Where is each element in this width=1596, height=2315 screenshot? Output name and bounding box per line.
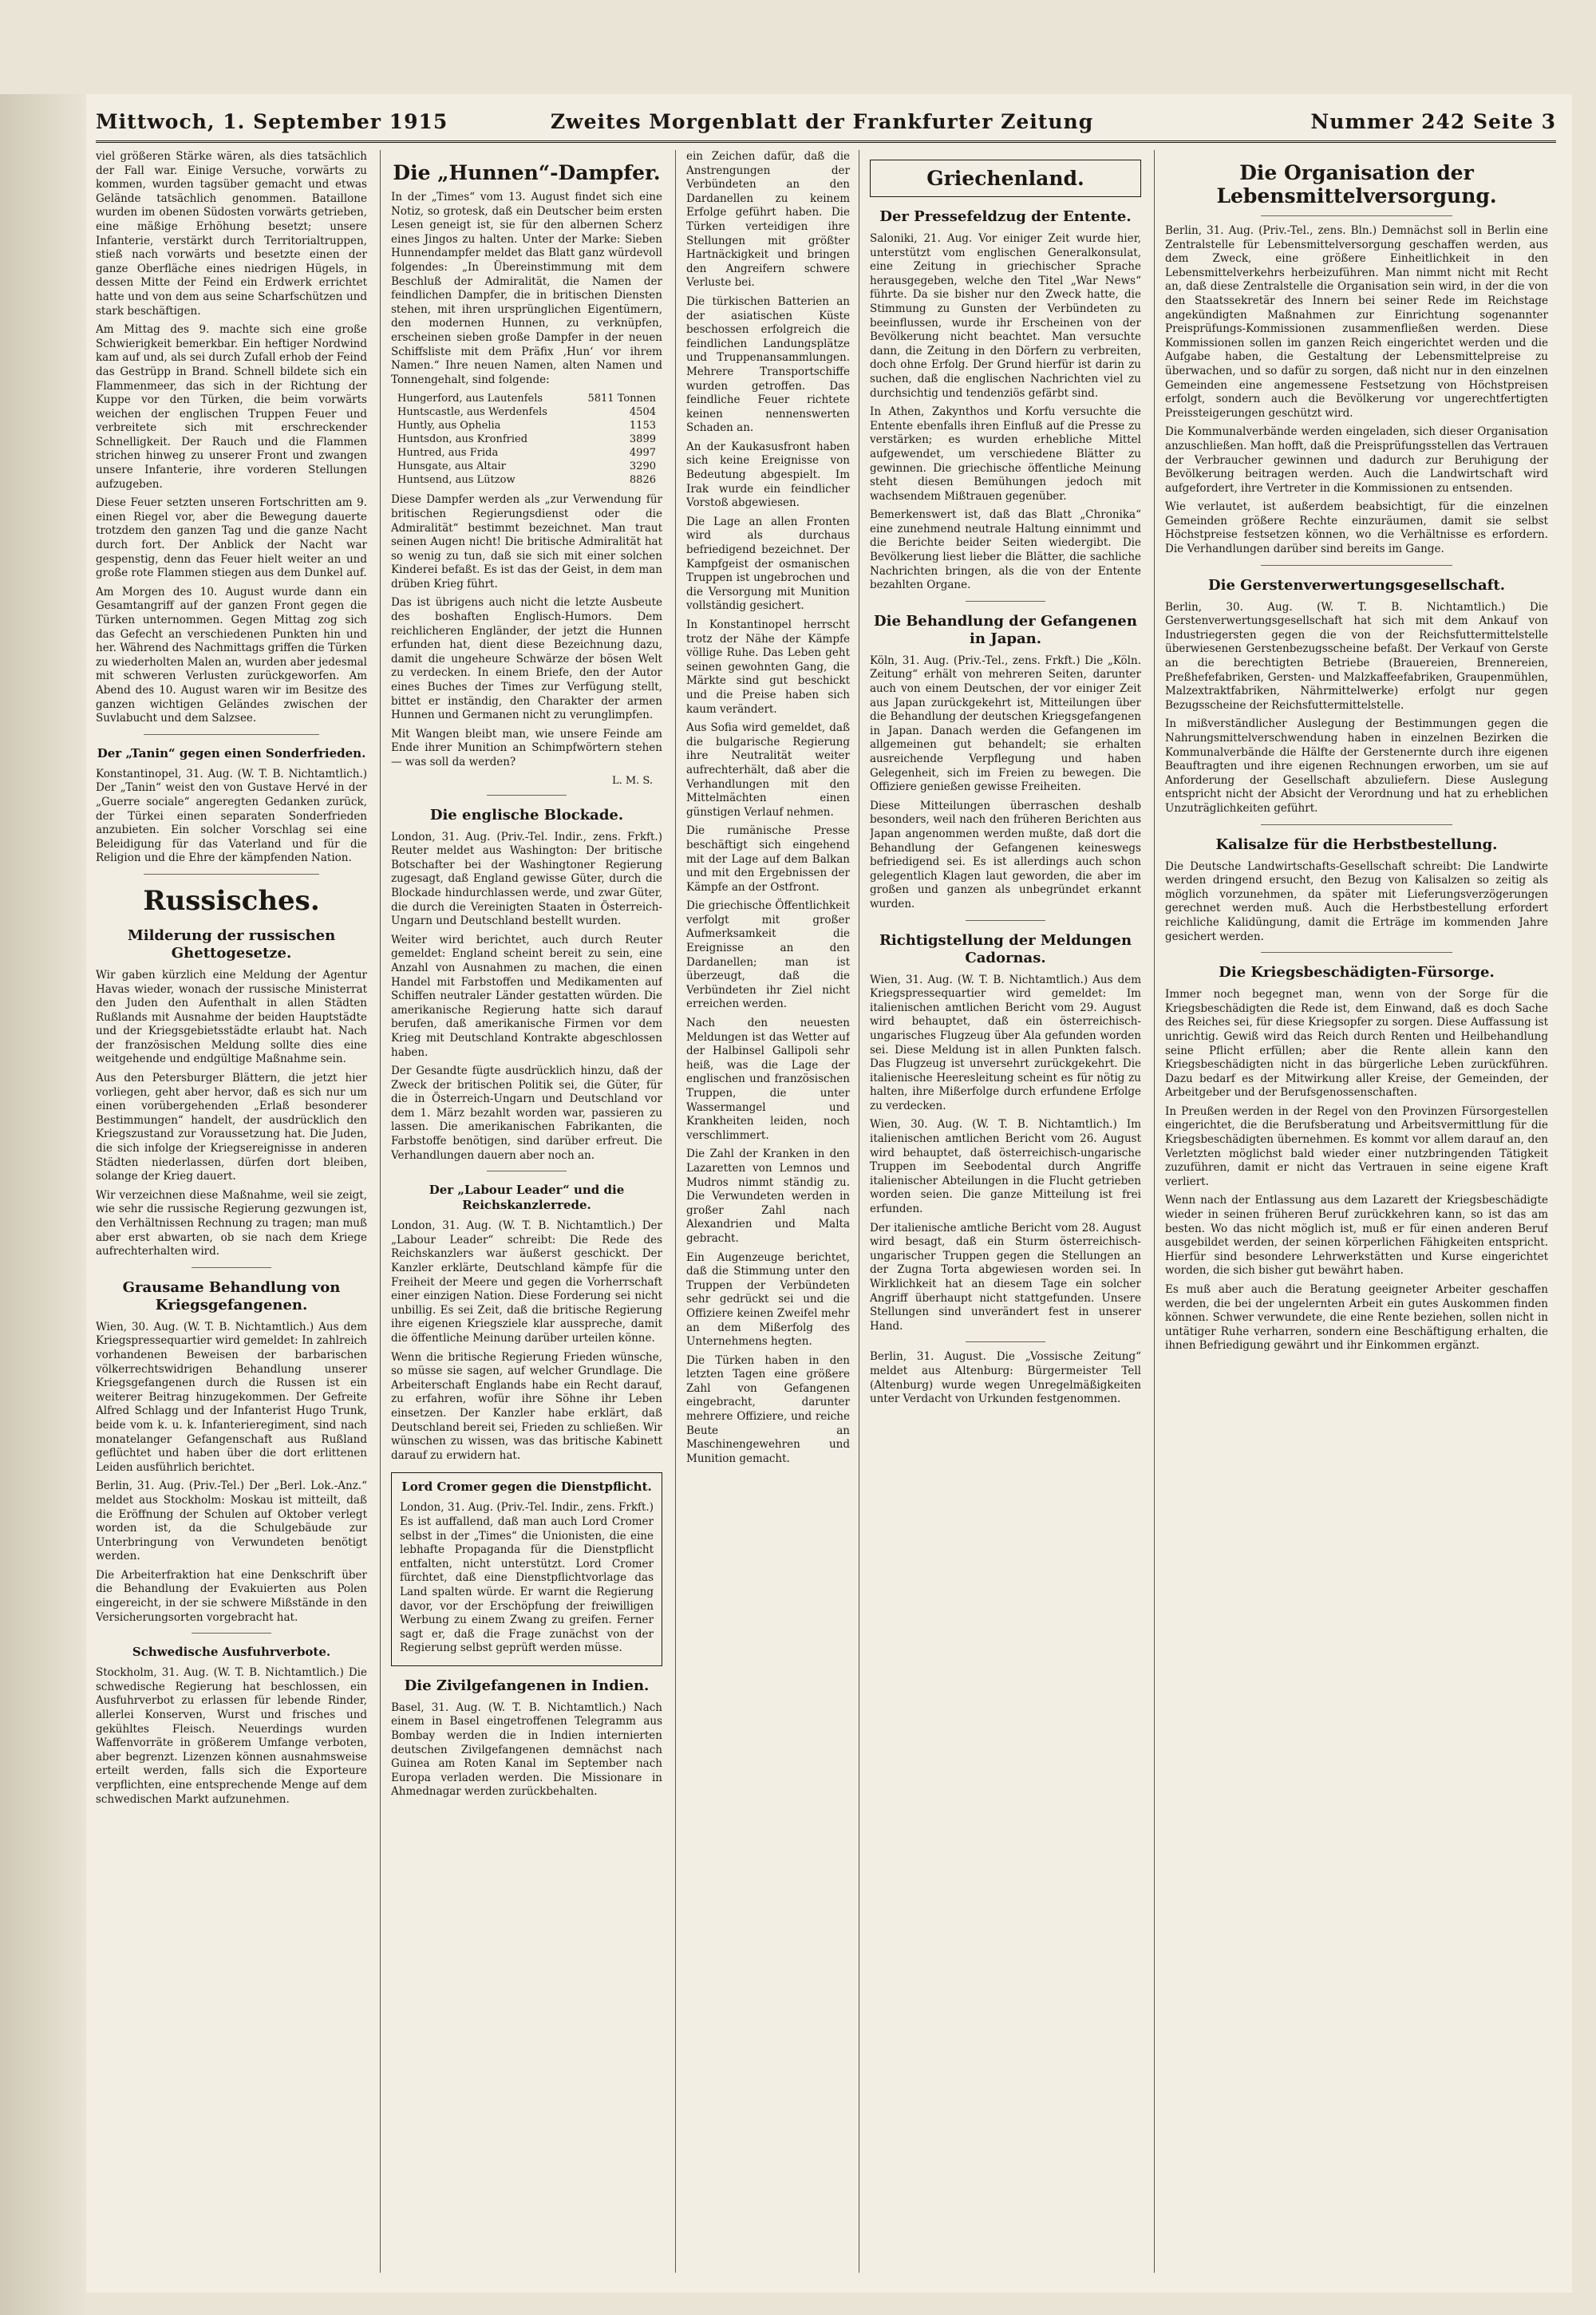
headline-organisation: Die Organisation der Lebensmittelversorgung.	[1216, 161, 1497, 207]
boxed-article-cromer	[391, 1472, 662, 1666]
headline-zivilgefangene: Die Zivilgefangenen in Indien.	[404, 1677, 650, 1694]
headline-schwedisch: Schwedische Ausfuhrverbote.	[132, 1645, 331, 1660]
article-paragraph: Der italienische amtliche Bericht vom 28. August wird besagt, daß ein Sturm österreichisch-ungarischer Truppen gegen die Stellungen an der Zugna Torta abgewiesen worden sei. In Wirklichkeit hat an diesem Tage ein solcher Angriff überhaupt nicht stattgefunden. Unsere Stellungen sind unverändert fest in unserer Hand.	[870, 1221, 1141, 1333]
article-paragraph: Die Türken haben in den letzten Tagen eine größere Zahl von Gefangenen eingebracht, darunter mehrere Offiziere, und reiche Beute an Maschinengewehren und Munition gemacht.	[686, 1353, 850, 1465]
divider	[966, 920, 1045, 921]
divider	[966, 601, 1045, 602]
article-paragraph: viel größeren Stärke wären, als dies tatsächlich der Fall war. Einige Versuche, vorwärts zu kommen, wurden tagsüber gemacht und etwas Gelände tatsächlich genommen. Bataillone wurden im obenen Südosten vorwärts getrieben, eine mäßige Erhöhung besetzt; unsere Infanterie, verstärkt durch Territorialtruppen, stieß nach vorwärts und besetzte einen der ganze Oberfläche eines niedrigen Hügels, in dessen Mitte der Feind ein Erdwerk errichtet hatte und von dem aus seine Scharfschützen und stark beschäftigen.	[96, 150, 367, 318]
article-paragraph: Ein Augenzeuge berichtet, daß die Stimmung unter den Truppen der Verbündeten sehr gedrückt sei und die Offiziere keinen Zweifel mehr an dem Mißerfolg des Unternehmens hegten.	[686, 1250, 850, 1349]
article-paragraph: Am Mittag des 9. machte sich eine große Schwierigkeit bemerkbar. Ein heftiger Nordwind kam auf und, als sei durch Zufall erhob der Feind das Gestrüpp in Brand. Schnell bildete sich ein Flammenmeer, das sich in der Richtung der Kuppe vor den Türken, die beim vorwärts weichen der englischen Truppen Feuer und verbreitete sich mit erschreckender Schnelligkeit. Der Rauch und die Flammen strichen hinweg zu unserer Front und zwangen unsere Infanterie, ihre vorderen Stellungen aufzugeben.	[96, 323, 367, 491]
headline-blockade: Die englische Blockade.	[429, 806, 624, 824]
ship-tonnage: 5811 Tonnen	[587, 393, 656, 405]
article-paragraph: In mißverständlicher Auslegung der Bestimmungen gegen die Nahrungsmittelverschwendung haben in einzelnen Bezirken die Kommunalverbände die Hälfte der Gerstenernte durch ihre eigenen Beauftragten und ihre eigenen Rechnungen erworben, um sie auf Anforderung der Gesellschaft abzuliefern. Diese Auslegung entspricht nicht der Absicht der Verordnung und hat zu erheblichen Unzuträglichkeiten geführt.	[1165, 717, 1548, 815]
article-paragraph: ein Zeichen dafür, daß die Anstrengungen der Verbündeten an den Dardanellen zu keinem Erfolge geführt haben. Die Türken verteidigen ihre Stellungen mit größter Hartnäckigkeit und bringen den Angreifern schwere Verluste bei.	[686, 150, 850, 290]
headline-cadorna: Richtigstellung der Meldungen Cadornas.	[879, 931, 1132, 966]
article-paragraph: Basel, 31. Aug. (W. T. B. Nichtamtlich.) Nach einem in Basel eingetroffenen Telegramm aus Bombay werden die in Indien internierten deutschen Zivilgefangenen demnächst nach Guinea am Roten Kanal im September nach Europa verladen werden. Die Missionare in Ahmednagar werden zurückbehalten.	[391, 1701, 662, 1799]
headline-tanin: Der „Tanin“ gegen einen Sonderfrieden.	[97, 745, 366, 760]
headline-grausam: Grausame Behandlung von Kriegsgefangenen.	[122, 1278, 341, 1314]
article-paragraph: Köln, 31. Aug. (Priv.-Tel., zens. Frkft.) Die „Köln. Zeitung“ erhält von mehreren Seiten, darunter auch von einem Deutschen, der vor einiger Zeit aus Japan zurückgekehrt ist, Mitteilungen über die Behandlung der deutschen Kriegsgefangenen in Japan. Danach werden die Gefangenen im allgemeinen gut behandelt; sie erhalten ausreichende Verpflegung und haben Gelegenheit, sich im Freien zu bewegen. Die Offiziere genießen gewisse Freiheiten.	[870, 654, 1141, 794]
ship-name: Huntred, aus Frida	[397, 447, 499, 460]
ship-tonnage: 4504	[629, 406, 656, 419]
article-paragraph: Die Zahl der Kranken in den Lazaretten von Lemnos und Mudros nimmt ständig zu. Die Verwundeten werden in großer Zahl nach Alexandrien und Malta gebracht.	[686, 1148, 850, 1245]
newspaper-name: Zweites Morgenblatt der Frankfurter Zeitung	[550, 110, 1094, 133]
article-paragraph: Der Gesandte fügte ausdrücklich hinzu, daß der Zweck der britischen Politik sei, die Güter, für die in Österreich-Ungarn und Deutschland vor dem 1. März bezahlt worden war, passieren zu lassen. Die amerikanischen Fabrikanten, die Farbstoffe benötigen, sind darüber erfreut. Die Verhandlungen dauern aber noch an.	[391, 1065, 662, 1162]
section-heading-russisches: Russisches.	[143, 884, 320, 917]
article-paragraph: In Athen, Zakynthos und Korfu versuchte die Entente ebenfalls ihren Einfluß auf die Presse zu verstärken; es wurden erhebliche Mittel aufgewendet, um verschiedene Blätter zu gewinnen. Die griechische öffentliche Meinung steht diesen Bemühungen jedoch mit wachsendem Mißtrauen gegenüber.	[870, 405, 1141, 503]
article-paragraph: Saloniki, 21. Aug. Vor einiger Zeit wurde hier, unterstützt vom englischen Generalkonsulat, eine Zeitung in griechischer Sprache herausgegeben, welche den Titel „War News“ führte. Da sie bisher nur den Zweck hatte, die Stimmung zu Gunsten der Verbündeten zu beeinflussen, wurde ihr Erscheinen von der Bevölkerung nicht beachtet. Man versuchte dann, die Zeitung in den Dörfern zu verbreiten, doch ohne Erfolg. Der Grund hierfür ist darin zu suchen, daß die englischen Nachrichten viel zu durchsichtig und tendenziös gefärbt sind.	[870, 232, 1141, 400]
article-paragraph: Berlin, 31. Aug. (Priv.-Tel.) Der „Berl. Lok.-Anz.“ meldet aus Stockholm: Moskau ist mitteilt, daß die Eröffnung der Schulen auf Oktober verlegt worden ist, da die Schulgebäude zur Unterbringung von Verwundeten benötigt werden.	[96, 1479, 367, 1563]
article-paragraph: Die rumänische Presse beschäftigt sich eingehend mit der Lage auf dem Balkan und mit den Ergebnissen der Kämpfe an der Ostfront.	[686, 824, 850, 894]
article-paragraph: Berlin, 31. Aug. (Priv.-Tel., zens. Bln.) Demnächst soll in Berlin eine Zentralstelle für Lebensmittelversorgung geschaffen werden, aus dem Zweck, eine größere Einheitlichkeit in den Lebensmittelverkehrs herbeizuführen. Man nimmt nicht mit Recht an, daß diese Zentralstelle die Organisation sein wird, in der die von den Staatssekretär des Innern bei seiner Rede im Reichstage angekündigten Maßnahmen zur Einrichtung sogenannter Preisprüfungs-Kommissionen zusammenfließen werden. Diese Kommissionen sollen im ganzen Reich eingerichtet werden und die Aufgabe haben, die Gestaltung der Lebensmittelpreise zu überwachen, und so dafür zu sorgen, daß nicht nur in den einzelnen Gemeinden eine angemessene Festsetzung von Höchstpreisen erfolgt, sondern auch die Bevölkerung vor ungerechtfertigten Preissteigerungen geschützt wird.	[1165, 224, 1548, 420]
article-paragraph: Die türkischen Batterien an der asiatischen Küste beschossen erfolgreich die feindlichen Landungsplätze und Truppenansammlungen. Mehrere Transportschiffe wurden getroffen. Das feindliche Feuer richtete keinen nennenswerten Schaden an.	[686, 294, 850, 435]
headline-japan: Die Behandlung der Gefangenen in Japan.	[874, 612, 1137, 647]
article-paragraph: In Preußen werden in der Regel von den Provinzen Fürsorgestellen eingerichtet, die die Berufsberatung und Arbeitsvermittlung für die Kriegsbeschädigten übernehmen. Es kommt vor allem darauf an, den Verletzten möglichst bald wieder einer nutzbringenden Tätigkeit zuzuführen, damit er nicht das Vertrauen in seine eigene Kraft verliert.	[1165, 1104, 1548, 1188]
article-paragraph: Es muß aber auch die Beratung geeigneter Arbeiter geschaffen werden, die bei der ungelernten Arbeit ein gutes Auskommen finden können. Schwer verwundete, die eine Rente beziehen, sollen nicht in untätiger Ruhe verharren, sondern eine Beschäftigung erhalten, die ihnen Befriedigung gewährt und ihr Einkommen ergänzt.	[1165, 1283, 1548, 1353]
headline-cromer: Lord Cromer gegen die Dienstpflicht.	[401, 1479, 652, 1495]
divider	[1261, 565, 1452, 566]
article-paragraph: In der „Times“ vom 13. August findet sich eine Notiz, so grotesk, daß ein Deutscher beim ersten Lesen geneigt ist, sie für den albernen Scherz eines Jingos zu halten. Unter der Marke: Sieben Hunnendampfer meldet das Blatt ganz würdevoll folgendes: „In Übereinstimmung mit dem Beschluß der Admiralität, die Namen der feindlichen Dampfer, die in britischen Diensten stehen, mit ihren ursprünglichen Eigentümern, den modernen Hunnen, zu verknüpfen, erscheinen sieben große Dampfer in der neuen Schiffsliste mit dem Präfix ‚Hun‘ vor ihrem Namen.“ Ihre neuen Namen, alten Namen und Tonnengehalt, sind folgende:	[391, 191, 662, 386]
article-paragraph: Wenn die britische Regierung Frieden wünsche, so müsse sie sagen, auf welcher Grundlage. Die Arbeiterschaft Englands habe ein Recht darauf, zu erfahren, wofür ihre Söhne ihr Leben einsetzen. Der Kanzler habe erklärt, daß Deutschland bereit sei, Frieden zu schließen. Wir wünschen zu wissen, was das britische Kabinett darauf zu erwidern hat.	[391, 1350, 662, 1462]
ship-tonnage: 8826	[629, 474, 656, 487]
article-paragraph: Berlin, 31. August. Die „Vossische Zeitung“ meldet aus Altenburg: Bürgermeister Tell (Altenburg) wurde wegen Unregelmäßigkeiten unter Verdacht von Urkunden festgenommen.	[870, 1350, 1141, 1406]
article-paragraph: Wenn nach der Entlassung aus dem Lazarett der Kriegsbeschädigte wieder in seinen früheren Beruf zurückkehren kann, so ist das am besten. Wo das nicht möglich ist, muß er für einen anderen Beruf ausgebildet werden, der seinen körperlichen Fähigkeiten entspricht. Hierfür sind besondere Lehrwerkstätten und Kurse eingerichtet worden, die sich bisher gut bewährt haben.	[1165, 1194, 1548, 1278]
table-row	[391, 446, 662, 460]
column-2	[391, 150, 662, 2273]
column-rule	[1154, 150, 1155, 2273]
section-heading-griechenland: Griechenland.	[926, 167, 1084, 190]
column-4	[870, 150, 1141, 2273]
table-row	[391, 460, 662, 473]
article-paragraph: Konstantinopel, 31. Aug. (W. T. B. Nichtamtlich.) Der „Tanin“ weist den von Gustave Hervé in der „Guerre sociale“ angeregten Gedanken zurück, der Türkei einen separaten Sonderfrieden anzubieten. Ein solcher Vorschlag sei eine Beleidigung für das Vaterland und für die Religion und die Ehre der kämpfenden Nation.	[96, 767, 367, 865]
divider	[192, 1633, 271, 1634]
headline-pressefeldzug: Der Pressefeldzug der Entente.	[879, 208, 1132, 225]
headline-hunnen: Die „Hunnen“-Dampfer.	[393, 161, 661, 184]
article-paragraph: Am Morgen des 10. August wurde dann ein Gesamtangriff auf der ganzen Front gegen die Türken unternommen. Gegen Mittag zog sich das Gefecht an verschiedenen Punkten hin und her. Während des Nachmittags griffen die Türken zu wiederholten Malen an, wurden aber jedesmal mit schweren Verlusten zurückgeworfen. Am Abend des 10. August waren wir im Besitze des ganzen wichtigen Geländes zwischen der Suvlabucht und dem Salzsee.	[96, 585, 367, 725]
table-row	[391, 419, 662, 433]
divider	[1261, 952, 1452, 953]
article-paragraph: Die Kommunalverbände werden eingeladen, sich dieser Organisation anzuschließen. Man hofft, daß die Preisprüfungsstellen das Vertrauen der Verbraucher gewinnen und dadurch zur Beruhigung der Bevölkerung beitragen werden. Auch die Landwirtschaft wird aufgefordert, ihre Vertreter in die Kommissionen zu entsenden.	[1165, 425, 1548, 495]
page-margin-shadow	[0, 94, 86, 2315]
headline-ghetto: Milderung der russischen Ghettogesetze.	[127, 926, 336, 962]
article-paragraph: Diese Feuer setzten unseren Fortschritten am 9. einen Riegel vor, aber die Bewegung dauerte trotzdem den ganzen Tag und die ganze Nacht durch fort. Der Anblick der Nacht war gespenstig, denn das Feuer hielt weiter an und große rote Flammen stiegen aus dem Dunkel auf.	[96, 496, 367, 580]
article-paragraph: Berlin, 30. Aug. (W. T. B. Nichtamtlich.) Die Gerstenverwertungsgesellschaft hat sich mit dem Ankauf von Industriegersten gegen die von der Reichsfuttermittelstelle überwiesenen Gerstenbezugsscheine befaßt. Der Verkauf von Gerste an die berechtigten Betriebe (Brauereien, Brennereien, Preßhefefabriken, Gersten- und Malzkaffeefabriken, Graupenmühlen, Malzextraktfabriken, Nährmittelwerke) erfolgt nur gegen Bezugsscheine der Reichsfuttermittelstelle.	[1165, 600, 1548, 712]
article-paragraph: Weiter wird berichtet, auch durch Reuter gemeldet: England scheint bereit zu sein, eine Anzahl von Ausnahmen zu machen, die einen Handel mit Farbstoffen und Medikamenten auf Schiffen neutraler Länder gestatten würden. Die amerikanische Regierung hatte sich darauf berufen, daß amerikanische Firmen vor dem Krieg mit Deutschland Kontrakte abgeschlossen haben.	[391, 933, 662, 1059]
column-rule	[675, 150, 676, 2273]
table-row	[391, 473, 662, 487]
article-paragraph: Das ist übrigens auch nicht die letzte Ausbeute des boshaften Englisch-Humors. Dem reichlicheren Engländer, der jetzt die Hunnen erfunden hat, dient diese Bezeichnung dazu, damit die ungeheure Schwärze der bösen Welt zu verdecken. In einem Briefe, den der Autor eines Buches der Times zur Verfügung stellt, bittet er inständig, den Charakter der armen Hunnen und Germanen nicht zu verunglimpfen.	[391, 596, 662, 722]
article-paragraph: Mit Wangen bleibt man, wie unsere Feinde am Ende ihrer Munition an Schimpfwörtern stehen — was soll da werden?	[391, 727, 662, 768]
table-row	[391, 405, 662, 419]
ship-name: Huntsdon, aus Kronfried	[397, 433, 528, 446]
ship-tonnage: 4997	[629, 447, 656, 460]
ship-tonnage: 3290	[629, 460, 656, 473]
ship-name: Hungerford, aus Lautenfels	[397, 393, 543, 405]
divider	[144, 734, 319, 735]
article-paragraph: Wir verzeichnen diese Maßnahme, weil sie zeigt, wie sehr die russische Regierung gezwungen ist, den Verhältnissen Rechnung zu tragen; man muß aber erst abwarten, ob sie nach dem Kriege aufrechterhalten wird.	[96, 1188, 367, 1258]
page-header	[96, 110, 1556, 142]
article-paragraph: London, 31. Aug. (W. T. B. Nichtamtlich.) Der „Labour Leader“ schreibt: Die Rede des Reichskanzlers war äußerst geschickt. Der Kanzler erklärte, Deutschland kämpfe für die Freiheit der Meere und gegen die Vorherrschaft einer einzigen Nation. Diese Forderung sei nicht unbillig. Es sei Zeit, daß die britische Regierung ihre eigenen Kriegsziele klar ausspreche, damit die öffentliche Meinung darüber urteilen könne.	[391, 1219, 662, 1345]
article-paragraph: Wir gaben kürzlich eine Meldung der Agentur Havas wieder, wonach der russische Ministerrat den Juden den Aufenthalt in allen Städten Rußlands mit Ausnahme der beiden Hauptstädte und der Kriegsgebietsstädte erlaubt hat. Nach der französischen Meldung sollte dies eine weitgehende und endgültige Maßnahme sein.	[96, 968, 367, 1066]
divider	[144, 874, 319, 875]
article-paragraph: Aus den Petersburger Blättern, die jetzt hier vorliegen, geht aber hervor, daß es sich nur um einen vorübergehenden „Erlaß besonderer Bestimmungen“ handelt, der ausdrücklich den Kriegszustand zur Voraussetzung hat. Die Juden, die sich infolge der Kriegsereignisse in anderen Städten niederlassen, dürfen dort bleiben, solange der Krieg dauert.	[96, 1072, 367, 1183]
section-box-griechenland	[870, 160, 1141, 197]
headline-kriegsbeschaedigte: Die Kriegsbeschädigten-Fürsorge.	[1219, 964, 1495, 982]
page-number: Nummer 242 Seite 3	[1310, 110, 1556, 133]
article-paragraph: Die griechische Öffentlichkeit verfolgt mit großer Aufmerksamkeit die Ereignisse an den Dardanellen; man ist überzeugt, daß die Verbündeten ihr Ziel nicht erreichen werden.	[686, 899, 850, 1011]
author-signature: L. M. S.	[611, 774, 653, 787]
table-row	[391, 392, 662, 405]
ship-name: Huntly, aus Ophelia	[397, 420, 501, 433]
article-paragraph: An der Kaukasusfront haben sich keine Ereignisse von Bedeutung abgespielt. Im Irak wurde ein feindlicher Vorstoß abgewiesen.	[686, 440, 850, 510]
ship-name: Hunsgate, aus Altair	[397, 460, 506, 473]
headline-kalisalze: Kalisalze für die Herbstbestellung.	[1215, 836, 1498, 853]
article-paragraph: In Konstantinopel herrscht trotz der Nähe der Kämpfe völlige Ruhe. Das Leben geht seinen gewohnten Gang, die Märkte sind gut beschickt und die Preise haben sich kaum verändert.	[686, 618, 850, 716]
ship-tonnage: 1153	[629, 420, 656, 433]
article-paragraph: Wien, 30. Aug. (W. T. B. Nichtamtlich.) Aus dem Kriegspressequartier wird gemeldet: In zahlreich vorhandenen Beweisen der barbarischen völkerrechtswidrigen Behandlung unserer Kriegsgefangenen durch die Russen ist ein weiterer Beitrag hinzugekommen. Der Gefreite Alfred Schlagg und der Infanterist Hugo Trunk, beide vom k. u. k. Infanterieregiment, sind nach monatelanger Gefangenschaft aus Rußland geflüchtet und haben über die dort erlittenen Leiden ausführlich berichtet.	[96, 1320, 367, 1474]
article-paragraph: Wien, 30. Aug. (W. T. B. Nichtamtlich.) Im italienischen amtlichen Bericht vom 26. August wird behauptet, daß österreichisch-ungarische Truppen im Seebodental durch Angriffe italienischer Abteilungen in die Flucht getrieben worden seien. Die ganze Mitteilung ist frei erfunden.	[870, 1118, 1141, 1216]
column-1	[96, 150, 367, 2273]
article-paragraph: Immer noch begegnet man, wenn von der Sorge für die Kriegsbeschädigten die Rede ist, dem Einwand, daß es doch Sache des Reiches sei, für diese Kriegsopfer zu sorgen. Diese Auffassung ist unrichtig. Gewiß wird das Reich durch Renten und Heilbehandlung seine Pflicht erfüllen; aber die Rente allein kann den Kriegsbeschädigten nicht in das bürgerliche Leben zurückführen. Dazu bedarf es der Mitwirkung aller Kreise, der Gemeinden, der Arbeitgeber und der Berufsgenossenschaften.	[1165, 988, 1548, 1100]
article-paragraph: Diese Dampfer werden als „zur Verwendung für britischen Regierungsdienst oder die Admiralität“ bestimmt bezeichnet. Man traut seinen Augen nicht! Die britische Admiralität hat so wenig zu tun, daß sie sich mit einer solchen Kinderei befaßt. Es ist das der Geist, in dem man drüben Krieg führt.	[391, 493, 662, 591]
column-5	[1165, 150, 1548, 2273]
ship-table	[391, 392, 662, 487]
article-paragraph: London, 31. Aug. (Priv.-Tel. Indir., zens. Frkft.) Reuter meldet aus Washington: Der britische Botschafter bei der Washingtoner Regierung zugesagt, daß England gewisse Güter, durch die Blockade hindurchlassen werde, und zwar Güter, die durch die Vereinigten Staaten in Österreich-Ungarn und Deutschland bestellt wurden.	[391, 830, 662, 928]
ship-name: Huntsend, aus Lützow	[397, 474, 516, 487]
ship-tonnage: 3899	[629, 433, 656, 446]
divider	[966, 1341, 1045, 1342]
divider	[1261, 824, 1452, 825]
divider	[1261, 215, 1452, 216]
headline-gerste: Die Gerstenverwertungsgesellschaft.	[1208, 576, 1505, 594]
table-row	[391, 433, 662, 446]
article-paragraph: Wie verlautet, ist außerdem beabsichtigt, für die einzelnen Gemeinden größere Rechte einzuräumen, damit sie selbst Höchstpreise festsetzen können, wo die Verhältnisse es erfordern. Die Verhandlungen darüber sind bereits im Gange.	[1165, 500, 1548, 556]
article-paragraph: Bemerkenswert ist, daß das Blatt „Chronika“ eine zunehmend neutrale Haltung einnimmt und die Berichte beider Seiten wiedergibt. Die Bevölkerung liest lieber die Blätter, die sachliche Nachrichten bringen, als die von der Entente bezahlten Organe.	[870, 508, 1141, 592]
issue-date: Mittwoch, 1. September 1915	[96, 110, 448, 133]
divider	[487, 795, 567, 796]
article-paragraph: Aus Sofia wird gemeldet, daß die bulgarische Regierung ihre Neutralität weiter aufrechterhält, daß aber die Verhandlungen mit den Mittelmächten einen günstigen Verlauf nehmen.	[686, 721, 850, 819]
article-paragraph: Nach den neuesten Meldungen ist das Wetter auf der Halbinsel Gallipoli sehr heiß, was die Lage der englischen und französischen Truppen, die unter Wassermangel und Krankheiten leiden, noch verschlimmert.	[686, 1017, 850, 1142]
article-paragraph: Wien, 31. Aug. (W. T. B. Nichtamtlich.) Aus dem Kriegspressequartier wird gemeldet: Im italienischen amtlichen Bericht vom 29. August wird behauptet, daß ein österreichisch-ungarisches Flugzeug über Ala gefunden worden sei. Diese Meldung ist in allen Punkten falsch. Das Flugzeug ist unversehrt zurückgekehrt. Die italienische Heeresleitung scheint es für nötig zu halten, ihre Mißerfolge durch erfundene Erfolge zu verdecken.	[870, 973, 1141, 1112]
article-paragraph: Stockholm, 31. Aug. (W. T. B. Nichtamtlich.) Die schwedische Regierung hat beschlossen, ein Ausfuhrverbot zu erlassen für lebende Rinder, allerlei Konserven, Wurst und frisches und gekühltes Fleisch. Neuerdings wurden Waffenvorräte in größerem Umfange verboten, aber begrenzt. Lizenzen können ausnahmsweise erteilt werden, falls sich die Exporteure verpflichten, eine entsprechende Menge auf dem schwedischen Markt aufzunehmen.	[96, 1666, 367, 1806]
header-rule	[96, 140, 1556, 143]
article-paragraph: Diese Mitteilungen überraschen deshalb besonders, weil nach den früheren Berichten aus Japan angenommen werden mußte, daß dort die Behandlung der Gefangenen keineswegs befriedigend sei. Es ist allerdings auch schon gelegentlich Klagen laut geworden, die aber im großen und ganzen als unbegründet erkannt wurden.	[870, 799, 1141, 911]
column-rule	[380, 150, 381, 2273]
headline-labour-leader: Der „Labour Leader“ und die Reichskanzlerrede.	[429, 1183, 625, 1213]
article-paragraph: Die Arbeiterfraktion hat eine Denkschrift über die Behandlung der Evakuierten aus Polen eingereicht, in der sie schwere Mißstände in den Versicherungsorten vorgebracht hat.	[96, 1568, 367, 1624]
column-3	[686, 150, 850, 2273]
article-paragraph: Die Deutsche Landwirtschafts-Gesellschaft schreibt: Die Landwirte werden dringend ersucht, den Bezug von Kalisalzen so zeitig als möglich vorzunehmen, da später mit Lieferungsverzögerungen gerechnet werden muß. Auch die Herbstbestellung erfordert reichliche Kalidüngung, damit die Erträge im kommenden Jahre gesichert werden.	[1165, 859, 1548, 943]
divider	[192, 1267, 271, 1268]
article-paragraph: Die Lage an allen Fronten wird als durchaus befriedigend bezeichnet. Der Kampfgeist der osmanischen Truppen ist ungebrochen und die Versorgung mit Munition vollständig gesichert.	[686, 515, 850, 613]
article-paragraph: London, 31. Aug. (Priv.-Tel. Indir., zens. Frkft.) Es ist auffallend, daß man auch Lord Cromer selbst in der „Times“ die Unionisten, die eine lebhafte Propaganda für die Dienstpflicht entfalten, nicht unterstützt. Lord Cromer fürchtet, daß eine Dienstpflichtvorlage das Land spalten würde. Er warnt die Regierung davor, vor der Erschöpfung der freiwilligen Werbung zu einem Zwang zu greifen. Ferner sagt er, daß die Frage zunächst von der Regierung selbst geprüft werden müsse.	[400, 1501, 654, 1655]
ship-name: Huntscastle, aus Werdenfels	[397, 406, 547, 419]
